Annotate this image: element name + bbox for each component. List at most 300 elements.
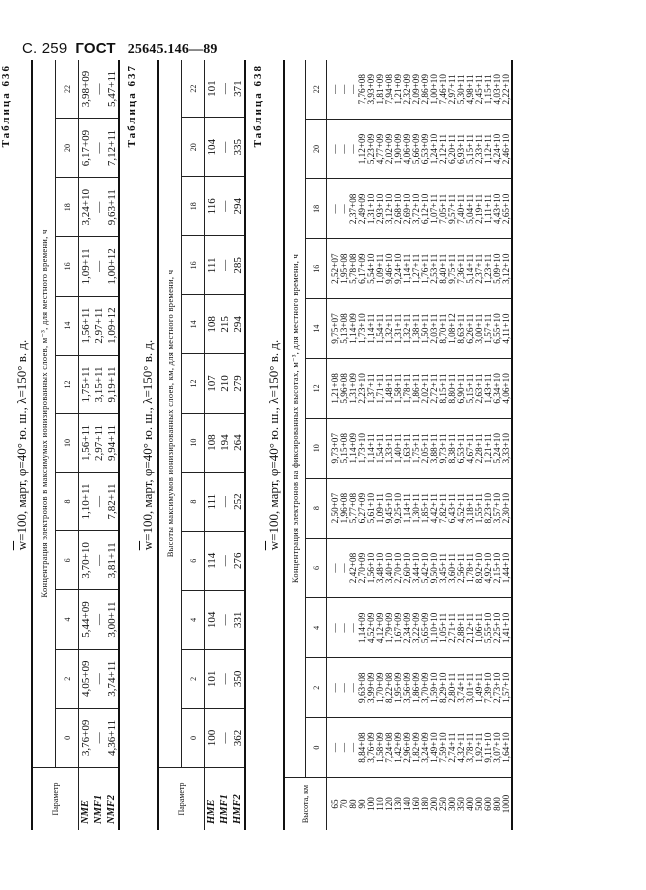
hour-header: 14 — [306, 299, 327, 359]
table-cell: 1,56+10 — [366, 552, 376, 584]
height-value: 500 — [474, 797, 484, 811]
hour-header: 4 — [306, 598, 327, 658]
table-cell: 6,53+11 — [456, 433, 466, 464]
table-row — [205, 60, 219, 830]
table-cell: 3,24+09 — [420, 732, 430, 763]
table-cell: — — [339, 623, 349, 633]
table-cell: 4,67+11 — [465, 433, 475, 464]
table-cell: 2,72+11 — [429, 373, 439, 404]
table-cell: 1,73+10 — [357, 433, 367, 464]
table-cell: 2,96+09 — [402, 732, 412, 763]
table-cell: 3,88+11 — [429, 433, 439, 464]
table-cell: — — [330, 84, 340, 94]
table-cell: 1,14+11 — [402, 493, 412, 524]
hour-header: 8 — [182, 472, 205, 531]
table-cell: 3,76+09 — [366, 732, 376, 763]
table-cell: 2,71+11 — [447, 612, 457, 643]
table-cell: 6,90+11 — [456, 373, 466, 404]
table-cell: 2,74+11 — [447, 732, 457, 763]
hour-header: 6 — [306, 538, 327, 598]
height-header: Высота, км — [284, 778, 327, 831]
table-cell: — — [92, 83, 105, 95]
table-cell: 3,99+09 — [366, 672, 376, 703]
table-cell: 1,08+12 — [447, 313, 457, 344]
hour-column — [327, 598, 513, 658]
table-cell: 3,81+11 — [105, 531, 119, 590]
table-cell: 2,70+10 — [393, 552, 403, 584]
table-636-title: Таблица 636 — [0, 64, 12, 148]
param-name: NMF2 — [105, 768, 119, 831]
table-cell: 335 — [231, 118, 245, 177]
param-header: Параметр — [32, 768, 79, 831]
table-cell: 5,96+08 — [339, 373, 349, 404]
table-cell: 1,64+10 — [501, 732, 511, 763]
table-cell: 2,88+11 — [456, 612, 466, 643]
table-cell: — — [330, 742, 340, 753]
table-cell: — — [92, 237, 105, 296]
table-row — [105, 60, 119, 830]
height-value: 400 — [465, 797, 475, 811]
table-cell: 9,75+11 — [447, 253, 457, 284]
hour-header: 10 — [182, 413, 205, 472]
table-cell: 1,76+11 — [420, 253, 430, 284]
table-cell: 2,52+07 — [330, 253, 340, 284]
table-cell: 5,30+11 — [456, 74, 466, 105]
table-cell: 1,38+11 — [411, 313, 421, 344]
table-cell: 2,34+09 — [402, 612, 412, 644]
table-cell: 1,06+11 — [474, 612, 484, 643]
table-cell: 8,63+11 — [456, 313, 466, 344]
hour-header: 22 — [182, 60, 205, 118]
table-cell: 3,60+11 — [447, 552, 457, 584]
table-cell: 2,12+11 — [438, 133, 448, 165]
table-cell: 2,93+10 — [375, 193, 385, 225]
param-name: HMF2 — [231, 768, 245, 831]
table-cell: 3,07+10 — [492, 732, 502, 763]
height-value: 300 — [447, 797, 457, 811]
table-row — [231, 60, 245, 830]
table-cell: 7,82+11 — [105, 472, 119, 531]
hour-header: 2 — [306, 658, 327, 718]
height-value: 180 — [420, 797, 430, 811]
hour-header: 8 — [306, 478, 327, 538]
table-cell: 1,09+11 — [375, 253, 385, 284]
table-cell: 1,09+12 — [105, 296, 119, 355]
hour-header: 18 — [56, 178, 79, 237]
table-637 — [157, 60, 246, 830]
table-cell: 114 — [205, 531, 219, 590]
table-cell: — — [339, 144, 349, 154]
table-cell: 1,49+11 — [474, 672, 484, 703]
table-cell: 3,40+10 — [384, 552, 394, 584]
table-cell: 9,11+10 — [483, 732, 493, 763]
table-cell: 2,05+11 — [420, 433, 430, 464]
table-cell: 108 — [205, 413, 219, 472]
hour-column — [327, 358, 513, 418]
hour-column — [327, 239, 513, 299]
table-cell: 101 — [205, 80, 218, 97]
table-cell: 1,21+08 — [330, 373, 340, 404]
table-cell: 104 — [205, 118, 219, 177]
table-cell: 8,92+10 — [474, 552, 484, 584]
height-value: 800 — [492, 797, 502, 811]
table-cell: 1,00+10 — [429, 74, 439, 105]
table-637-subtitle: Высоты максимумов ионизированных слоев, км, для местного времени, ч — [158, 60, 182, 768]
table-cell: 3,01+11 — [465, 672, 475, 703]
table-cell: — — [330, 144, 340, 154]
table-cell: 1,14+09 — [348, 313, 358, 344]
table-cell: 9,45+10 — [384, 492, 394, 524]
table-cell: 5,77+08 — [348, 492, 358, 524]
height-value: 1000 — [501, 794, 511, 814]
table-cell: 1,21+11 — [483, 433, 493, 464]
table-cell: 1,82+09 — [411, 732, 421, 763]
hour-header: 10 — [306, 418, 327, 478]
table-cell: 5,55+10 — [483, 612, 493, 644]
table-cell: — — [92, 178, 105, 237]
table-cell: 276 — [231, 531, 245, 590]
table-cell: 1,32+11 — [384, 313, 394, 344]
table-row — [218, 60, 231, 830]
table-cell: 2,19+11 — [474, 193, 484, 224]
table-cell: 3,57+10 — [492, 492, 502, 524]
table-row — [92, 60, 105, 830]
table-cell: 2,86+09 — [420, 74, 430, 105]
table-cell: 1,14+09 — [357, 612, 367, 644]
table-cell: 3,70+09 — [420, 672, 430, 703]
table-cell: 4,03+10 — [492, 74, 502, 105]
hour-header: 12 — [56, 355, 79, 414]
table-636 — [31, 60, 120, 830]
table-cell: 1,30+11 — [411, 493, 421, 524]
table-cell: 4,92+10 — [483, 552, 493, 584]
table-cell: 1,50+11 — [420, 313, 430, 344]
table-cell: 2,12+11 — [465, 612, 475, 643]
hour-header: 4 — [182, 590, 205, 649]
table-cell: 9,46+10 — [384, 253, 394, 284]
table-cell: 1,40+11 — [393, 433, 403, 464]
table-cell: 1,31+11 — [393, 313, 403, 344]
table-cell: — — [348, 623, 358, 633]
table-cell: 1,49+10 — [429, 732, 439, 763]
table-cell: 7,12+11 — [105, 118, 119, 177]
table-cell: 2,53+11 — [429, 253, 439, 284]
table-cell: 1,67+09 — [393, 612, 403, 644]
table-cell: 6,17+09 — [357, 253, 367, 284]
hour-header: 0 — [306, 718, 327, 778]
table-cell: 1,10+10 — [429, 612, 439, 644]
table-cell: 331 — [231, 590, 245, 649]
table-cell: 6,55+10 — [492, 313, 502, 344]
height-value: 65 — [330, 799, 340, 809]
table-cell: — — [339, 84, 349, 94]
table-cell: 3,70+10 — [79, 531, 93, 590]
hour-header: 16 — [182, 236, 205, 295]
table-cell: 4,36+11 — [105, 708, 119, 767]
table-cell: — — [218, 590, 231, 649]
table-cell: 9,24+10 — [393, 253, 403, 284]
table-cell: 1,75+11 — [79, 355, 93, 414]
table-cell: 1,95+09 — [393, 672, 403, 703]
table-cell: 4,06+09 — [402, 133, 412, 165]
table-cell: 8,29+10 — [438, 672, 448, 703]
table-cell: — — [330, 204, 340, 214]
hour-header: 20 — [56, 118, 79, 177]
table-cell: 9,57+11 — [447, 193, 457, 224]
table-cell: 1,14+11 — [366, 433, 376, 464]
table-636-subtitle: Концентрация электронов в максимумах ионизированных слоев, м⁻³, для местного времени, ч — [32, 60, 56, 768]
table-cell: 2,23+10 — [357, 373, 367, 404]
rotated-tables — [0, 60, 590, 830]
table-cell: 6,53+09 — [420, 133, 430, 165]
table-cell: 8,22+08 — [384, 672, 394, 703]
hour-header: 2 — [182, 649, 205, 708]
table-cell: 294 — [231, 177, 245, 236]
table-cell: 7,94+08 — [384, 74, 394, 105]
table-cell: — — [330, 623, 340, 633]
table-cell: 6,12+10 — [420, 193, 430, 225]
table-cell: 1,57+11 — [483, 313, 493, 344]
table-cell: 264 — [231, 413, 245, 472]
table-cell: 2,02+11 — [420, 373, 430, 404]
table-cell: 1,00+12 — [105, 237, 119, 296]
param-name: HMF1 — [218, 768, 231, 831]
table-cell: 1,78+11 — [465, 552, 475, 584]
height-column — [327, 778, 513, 831]
table-cell: 3,74+11 — [456, 672, 466, 703]
table-cell: 7,39+10 — [483, 672, 493, 703]
hour-header: 0 — [56, 708, 79, 767]
table-cell: 1,12+11 — [483, 133, 493, 165]
table-cell: 1,43+11 — [483, 373, 493, 404]
height-value: 600 — [483, 797, 493, 811]
table-cell: 7,76+08 — [357, 74, 367, 105]
height-value: 250 — [438, 797, 448, 811]
height-value: 80 — [348, 799, 358, 809]
table-cell: 2,46+10 — [501, 133, 511, 165]
table-cell: 3,98+09 — [79, 70, 92, 108]
table-cell: 285 — [231, 236, 245, 295]
hour-header: 16 — [306, 239, 327, 299]
table-cell: 2,45+11 — [474, 74, 484, 105]
hour-header: 8 — [56, 472, 79, 531]
table-cell: 2,65+10 — [501, 193, 511, 225]
table-cell: 4,43+10 — [492, 193, 502, 225]
table-cell: 1,32+11 — [402, 313, 412, 344]
hour-header: 18 — [182, 177, 205, 236]
table-cell: 194 — [218, 413, 231, 472]
table-cell: 4,05+09 — [79, 649, 93, 708]
table-cell: — — [218, 472, 231, 531]
hour-header: 22 — [306, 60, 327, 119]
hour-header: 22 — [56, 60, 79, 118]
table-cell: 1,57+10 — [501, 672, 511, 703]
table-cell: 3,22+09 — [411, 612, 421, 644]
hour-header: 2 — [56, 649, 79, 708]
hour-column — [327, 179, 513, 239]
table-cell: 1,31+10 — [366, 193, 376, 225]
table-cell: — — [218, 236, 231, 295]
table-cell: 2,97+11 — [92, 414, 105, 473]
table-cell: 5,78+08 — [348, 253, 358, 284]
table-cell: — — [92, 531, 105, 590]
table-cell: — — [218, 531, 231, 590]
table-cell: 1,27+11 — [411, 253, 421, 284]
table-cell: 8,23+10 — [483, 492, 493, 524]
table-cell: 8,38+11 — [447, 433, 457, 464]
hour-header: 20 — [306, 119, 327, 179]
table-cell: 2,37+08 — [348, 193, 358, 225]
table-cell: 1,14+11 — [366, 313, 376, 344]
table-cell: 2,49+09 — [357, 193, 367, 225]
table-cell: — — [348, 742, 358, 753]
table-cell: 6,34+10 — [492, 373, 502, 404]
table-cell: 4,11+10 — [501, 313, 511, 344]
table-cell: 3,45+11 — [438, 552, 448, 584]
table-cell: 1,86+11 — [411, 373, 421, 404]
table-cell: — — [330, 563, 340, 573]
table-cell: 1,23+11 — [483, 253, 493, 284]
table-cell: 2,15+10 — [492, 552, 502, 584]
table-cell: 4,98+11 — [465, 74, 475, 105]
table-cell: 5,54+10 — [366, 253, 376, 284]
table-cell: 8,15+11 — [438, 373, 448, 404]
table-cell: 1,05+11 — [438, 612, 448, 643]
table-cell: 3,12+10 — [501, 253, 511, 284]
table-cell: 1,59+10 — [429, 672, 439, 703]
table-cell: 7,36+11 — [456, 253, 466, 284]
table-cell: 4,52+09 — [366, 612, 376, 644]
table-row — [79, 60, 93, 830]
table-cell: 1,81+09 — [375, 74, 385, 105]
table-cell: — — [92, 708, 105, 767]
hour-header: 14 — [56, 296, 79, 355]
table-cell: 8,80+11 — [447, 373, 457, 404]
table-cell: 1,14+11 — [402, 253, 412, 284]
table-cell: 5,66+09 — [411, 133, 421, 165]
height-value: 350 — [456, 797, 466, 811]
table-cell: 1,85+11 — [420, 493, 430, 524]
hour-column — [327, 299, 513, 359]
table-cell: 2,69+10 — [402, 193, 412, 225]
table-cell: 6,26+11 — [465, 313, 475, 344]
table-cell: 1,92+11 — [474, 732, 484, 763]
table-cell: 2,28+11 — [474, 433, 484, 464]
table-cell: 9,73+07 — [330, 433, 340, 464]
table-cell: 5,23+09 — [366, 133, 376, 165]
table-cell: 4,06+10 — [501, 373, 511, 404]
table-cell: 1,21+09 — [393, 74, 403, 105]
table-cell: 5,04+11 — [465, 193, 475, 224]
param-name: NMF1 — [92, 768, 105, 831]
table-cell: 3,72+10 — [411, 193, 421, 225]
table-cell: 2,63+11 — [474, 373, 484, 404]
hour-column — [327, 478, 513, 538]
hour-column — [327, 538, 513, 598]
table-cell: 1,70+09 — [375, 672, 385, 703]
table-cell: 4,12+09 — [375, 612, 385, 644]
table-cell: 1,75+11 — [411, 433, 421, 464]
table-cell: 5,13+08 — [339, 313, 349, 344]
hour-header: 6 — [182, 531, 205, 590]
table-cell: 1,24+10 — [429, 133, 439, 165]
height-value: 130 — [393, 797, 403, 811]
table-cell: 3,48+10 — [375, 552, 385, 584]
table-cell: — — [92, 472, 105, 531]
table-cell: 3,24+10 — [79, 178, 93, 237]
table-cell: 5,15+11 — [465, 373, 475, 404]
table-cell: 9,73+11 — [438, 433, 448, 464]
table-cell: 1,56+11 — [79, 296, 93, 355]
table-cell: 1,96+08 — [339, 492, 349, 524]
table-cell: 1,58+11 — [393, 373, 403, 404]
table-cell: 1,44+10 — [501, 552, 511, 584]
table-cell: 1,56+11 — [79, 414, 93, 473]
height-value: 120 — [384, 797, 394, 811]
table-cell: 1,42+09 — [393, 732, 403, 763]
table-cell: 294 — [231, 295, 245, 354]
table-cell: 3,56+09 — [402, 672, 412, 703]
table-cell: 1,14+09 — [348, 433, 358, 464]
height-value: 100 — [366, 797, 376, 811]
table-cell: 2,68+10 — [393, 193, 403, 225]
table-cell: 104 — [205, 590, 219, 649]
height-value: 140 — [402, 797, 412, 811]
table-638-title: Таблица 638 — [252, 64, 264, 148]
table-cell: 3,78+11 — [465, 732, 475, 763]
table-cell: 215 — [218, 295, 231, 354]
table-cell: — — [218, 118, 231, 177]
table-cell: 1,95+08 — [339, 253, 349, 284]
table-cell: — — [218, 83, 231, 95]
table-cell: 3,00+11 — [474, 313, 484, 344]
table-cell: — — [92, 118, 105, 177]
table-cell: 6,93+11 — [456, 133, 466, 165]
table-cell: 3,76+09 — [79, 708, 93, 767]
table-cell: 9,19+11 — [105, 355, 119, 414]
table-cell: 1,71+11 — [375, 373, 385, 404]
param-header: Параметр — [158, 768, 205, 831]
table-cell: 7,40+11 — [456, 193, 466, 224]
table-cell: 7,59+10 — [438, 732, 448, 763]
table-cell: 1,10+11 — [79, 472, 93, 531]
height-value: 70 — [339, 799, 349, 809]
param-name: NME — [79, 768, 93, 831]
hour-column — [327, 718, 513, 778]
table-cell: 3,18+11 — [465, 493, 475, 524]
table-cell: 1,73+10 — [357, 313, 367, 344]
table-cell: 5,09+10 — [492, 253, 502, 284]
param-name: HME — [205, 768, 219, 831]
table-cell: 2,22+10 — [501, 74, 511, 105]
table-cell: 5,14+11 — [465, 253, 475, 284]
table-cell: — — [348, 144, 358, 154]
table-cell: 1,54+11 — [375, 433, 385, 464]
table-cell: — — [330, 683, 340, 693]
table-cell: 7,82+11 — [438, 493, 448, 524]
table-cell: 279 — [231, 354, 245, 413]
table-cell: 9,50+10 — [429, 552, 439, 584]
table-cell: 6,17+09 — [79, 118, 93, 177]
hour-header: 12 — [182, 354, 205, 413]
table-cell: 8,40+11 — [438, 253, 448, 284]
table-cell: 210 — [218, 354, 231, 413]
table-cell: 1,09+11 — [375, 493, 385, 524]
table-cell: 371 — [231, 80, 244, 97]
table-cell: 5,47+11 — [105, 70, 118, 107]
hour-column — [327, 60, 513, 119]
table-cell: 1,79+09 — [384, 612, 394, 644]
